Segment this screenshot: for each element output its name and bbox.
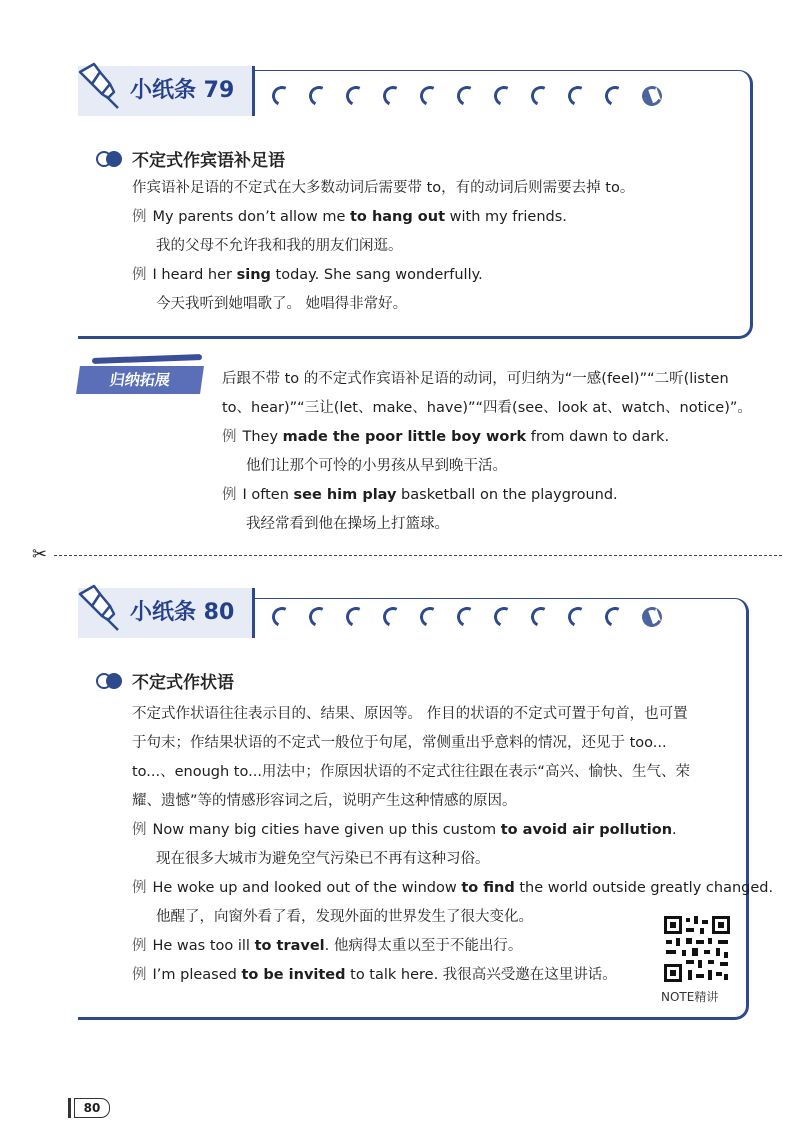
ring-binder-icon xyxy=(454,604,480,630)
note-80-paragraph: to...、enough to...用法中；作原因状语的不定式往往跟在表示“高兴、愉快、生气、荣 xyxy=(132,764,690,780)
extension-text: to、hear)”“三让(let、make、have)”“四看(see、look at、watch、notice)”。 xyxy=(222,400,752,416)
ring-binder-icon xyxy=(417,83,443,109)
note-79-title: 小纸条 79 xyxy=(130,78,235,103)
tag-decoration xyxy=(92,354,202,364)
note-80-title: 小纸条 80 xyxy=(130,600,235,625)
ring-binder-icon xyxy=(380,83,406,109)
ring-binder-icon xyxy=(565,83,591,109)
dashed-divider xyxy=(54,555,782,556)
ring-binder-79 xyxy=(272,86,662,106)
extension-text: 后跟不带 to 的不定式作宾语补足语的动词，可归纳为“一感(feel)”“二听(listen xyxy=(222,371,729,387)
example-translation: 今天我听到她唱歌了。 她唱得非常好。 xyxy=(156,296,408,312)
note-79-tab xyxy=(78,66,255,116)
pushpin-icon xyxy=(70,58,126,114)
note-79-intro: 作宾语补足语的不定式在大多数动词后需要带 to，有的动词后则需要去掉 to。 xyxy=(132,180,635,196)
ring-binder-80 xyxy=(272,607,662,627)
ring-binder-icon xyxy=(269,83,295,109)
ring-binder-icon xyxy=(528,83,554,109)
ring-binder-icon xyxy=(306,604,332,630)
ring-binder-icon xyxy=(639,604,665,630)
note-80-tab xyxy=(78,588,255,638)
example-translation: 他醒了，向窗外看了看，发现外面的世界发生了很大变化。 xyxy=(156,909,533,925)
ring-binder-icon xyxy=(343,604,369,630)
example-translation: 我的父母不允许我和我的朋友们闲逛。 xyxy=(156,238,403,254)
example-line: 例 Now many big cities have given up this custom to avoid air pollution. xyxy=(132,822,677,838)
ring-binder-icon xyxy=(602,83,628,109)
page-number-bar xyxy=(68,1098,71,1118)
bullet-icon xyxy=(96,151,124,167)
example-line: 例 They made the poor little boy work from dawn to dark. xyxy=(222,429,670,445)
qr-caption: NOTE精讲 xyxy=(661,990,719,1004)
example-line: 例 I’m pleased to be invited to talk here. 我很高兴受邀在这里讲话。 xyxy=(132,967,617,983)
note-80-paragraph: 不定式作状语往往表示目的、结果、原因等。 作目的状语的不定式可置于句首，也可置 xyxy=(132,706,688,722)
page-number: 80 xyxy=(74,1098,110,1118)
bullet-icon xyxy=(96,673,124,689)
example-translation: 现在很多大城市为避免空气污染已不再有这种习俗。 xyxy=(156,851,490,867)
example-line: 例 I often see him play basketball on the playground. xyxy=(222,487,618,503)
example-line: 例 He was too ill to travel. 他病得太重以至于不能出行。 xyxy=(132,938,523,954)
note-80-paragraph: 于句末；作结果状语的不定式一般位于句尾，常侧重出乎意料的情况，还见于 too... xyxy=(132,735,667,751)
ring-binder-icon xyxy=(491,604,517,630)
ring-binder-icon xyxy=(343,83,369,109)
qr-code-icon[interactable] xyxy=(662,914,732,984)
pushpin-icon xyxy=(70,580,126,636)
example-translation: 我经常看到他在操场上打篮球。 xyxy=(246,516,449,532)
ring-binder-icon xyxy=(565,604,591,630)
ring-binder-icon xyxy=(269,604,295,630)
ring-binder-icon xyxy=(528,604,554,630)
note-80-paragraph: 耀、遗憾”等的情感形容词之后，说明产生这种情感的原因。 xyxy=(132,793,517,809)
ring-binder-icon xyxy=(306,83,332,109)
extension-tag: 归纳拓展 xyxy=(76,366,204,394)
ring-binder-icon xyxy=(602,604,628,630)
ring-binder-icon xyxy=(417,604,443,630)
example-line: 例 I heard her sing today. She sang wonderfully. xyxy=(132,267,483,283)
ring-binder-icon xyxy=(491,83,517,109)
note-79-heading: 不定式作宾语补足语 xyxy=(96,146,285,171)
example-line: 例 He woke up and looked out of the window to find the world outside greatly changed. xyxy=(132,880,774,896)
scissors-icon: ✂ xyxy=(32,544,48,565)
example-line: 例 My parents don’t allow me to hang out with my friends. xyxy=(132,209,567,225)
note-80-heading: 不定式作状语 xyxy=(96,668,234,693)
ring-binder-icon xyxy=(454,83,480,109)
example-translation: 他们让那个可怜的小男孩从早到晚干活。 xyxy=(246,458,507,474)
ring-binder-icon xyxy=(380,604,406,630)
cut-line xyxy=(32,544,782,565)
ring-binder-icon xyxy=(639,83,665,109)
